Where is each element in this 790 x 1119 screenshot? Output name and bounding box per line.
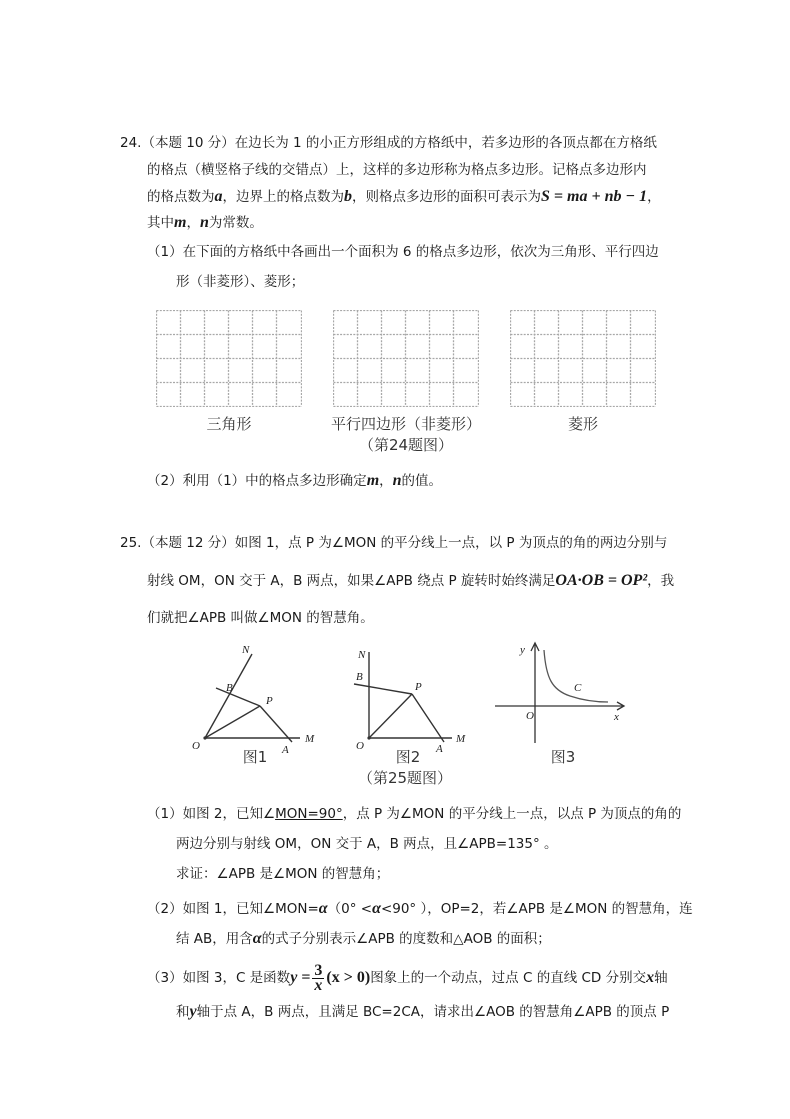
label-P: P xyxy=(266,695,273,707)
q24-header: 24.（本题 10 分）在边长为 1 的小正方形组成的方格纸中，若多边形的各顶点都在方格纸 xyxy=(120,135,657,151)
var-a: a xyxy=(214,188,223,205)
label-O: O xyxy=(356,740,364,752)
var-b: b xyxy=(344,188,352,205)
figure-2-diagram xyxy=(340,638,480,763)
label-N: N xyxy=(358,649,366,661)
label-A: A xyxy=(436,743,443,755)
q25-part1-line2: 两边分别与射线 OM，ON 交于 A，B 两点，且∠APB=135° 。 xyxy=(176,836,558,852)
label-C: C xyxy=(574,682,582,694)
area-formula: S = ma + nb − 1 xyxy=(541,188,648,205)
q25-line3: 们就把∠APB 叫做∠MON 的智慧角。 xyxy=(147,610,374,626)
label-M: M xyxy=(456,733,466,745)
q25-figure-caption: （第25题图） xyxy=(357,769,453,787)
grid-rhombus[interactable] xyxy=(510,310,655,406)
figure-3-caption: 图3 xyxy=(550,748,576,766)
figure-1-caption: 图1 xyxy=(242,748,268,766)
hyperbola-curve xyxy=(544,650,608,702)
label-N: N xyxy=(242,644,250,656)
grid-label-parallelogram: 平行四边形（非菱形） xyxy=(330,415,481,433)
label-O: O xyxy=(192,740,200,752)
q25-part1-line3: 求证：∠APB 是∠MON 的智慧角； xyxy=(176,866,390,882)
grid-label-triangle: 三角形 xyxy=(206,415,252,433)
grid-lines xyxy=(510,310,656,407)
q24-number: 24. xyxy=(120,135,142,151)
grid-triangle[interactable] xyxy=(156,310,301,406)
q24-figure-caption: （第24题图） xyxy=(358,436,454,454)
label-A: A xyxy=(282,744,289,756)
grid-lines xyxy=(333,310,479,407)
label-y: y xyxy=(520,644,525,656)
q24-line3: 的格点数为a，边界上的格点数为b，则格点多边形的面积可表示为S = ma + nb − 1， xyxy=(147,188,661,205)
q25-number: 25. xyxy=(120,535,142,551)
q25-line2: 射线 OM，ON 交于 A，B 两点，如果∠APB 绕点 P 旋转时始终满足OA·OB = OP²，我 xyxy=(147,572,675,589)
figure-3-coordinate-plot xyxy=(490,638,640,748)
grid-lines xyxy=(156,310,302,407)
label-B: B xyxy=(356,671,363,683)
wisdom-angle-formula: OA·OB = OP² xyxy=(555,572,648,589)
q24-part1-line2: 形（非菱形）、菱形； xyxy=(176,274,305,290)
grid-label-rhombus: 菱形 xyxy=(567,415,598,433)
q25-part2-line2: 结 AB，用含α的式子分别表示∠APB 的度数和△AOB 的面积； xyxy=(176,930,551,947)
q25-part2-line1: （2）如图 1，已知∠MON=α（0° <α<90° ），OP=2，若∠APB 是∠MON 的智慧角，连 xyxy=(147,900,693,917)
grid-parallelogram[interactable] xyxy=(333,310,478,406)
figure-2-caption: 图2 xyxy=(395,748,421,766)
label-B: B xyxy=(226,682,233,694)
q24-part2: （2）利用（1）中的格点多边形确定m，n的值。 xyxy=(147,472,443,489)
q24-part1-line1: （1）在下面的方格纸中各画出一个面积为 6 的格点多边形，依次为三角形、平行四边 xyxy=(147,244,659,260)
q24-line2: 的格点（横竖格子线的交错点）上，这样的多边形称为格点多边形。记格点多边形内 xyxy=(147,162,647,178)
q25-part3-line2: 和y轴于点 A，B 两点，且满足 BC=2CA，请求出∠AOB 的智慧角∠APB 的顶点 P xyxy=(176,1003,670,1020)
q25-header: 25.（本题 12 分）如图 1，点 P 为∠MON 的平分线上一点，以 P 为顶点的角的两边分别与 xyxy=(120,535,668,551)
q24-line4: 其中m，n为常数。 xyxy=(147,214,263,231)
q25-part1-line1: （1）如图 2，已知∠MON=90°，点 P 为∠MON 的平分线上一点，以点 P 为顶点的角的 xyxy=(147,806,682,822)
label-M: M xyxy=(305,733,315,745)
label-O: O xyxy=(526,710,534,722)
label-P: P xyxy=(415,681,422,693)
figure-1-diagram xyxy=(180,638,330,763)
q25-part3-line1: （3）如图 3，C 是函数y = $\frac{3}{x}$ (x > 0)图象上的一个动点，过点 C 的直线 CD 分别交x轴 xyxy=(147,961,668,994)
fraction-3-over-x: $\frac{3}{x}$ xyxy=(314,961,323,994)
label-x: x xyxy=(614,711,619,723)
